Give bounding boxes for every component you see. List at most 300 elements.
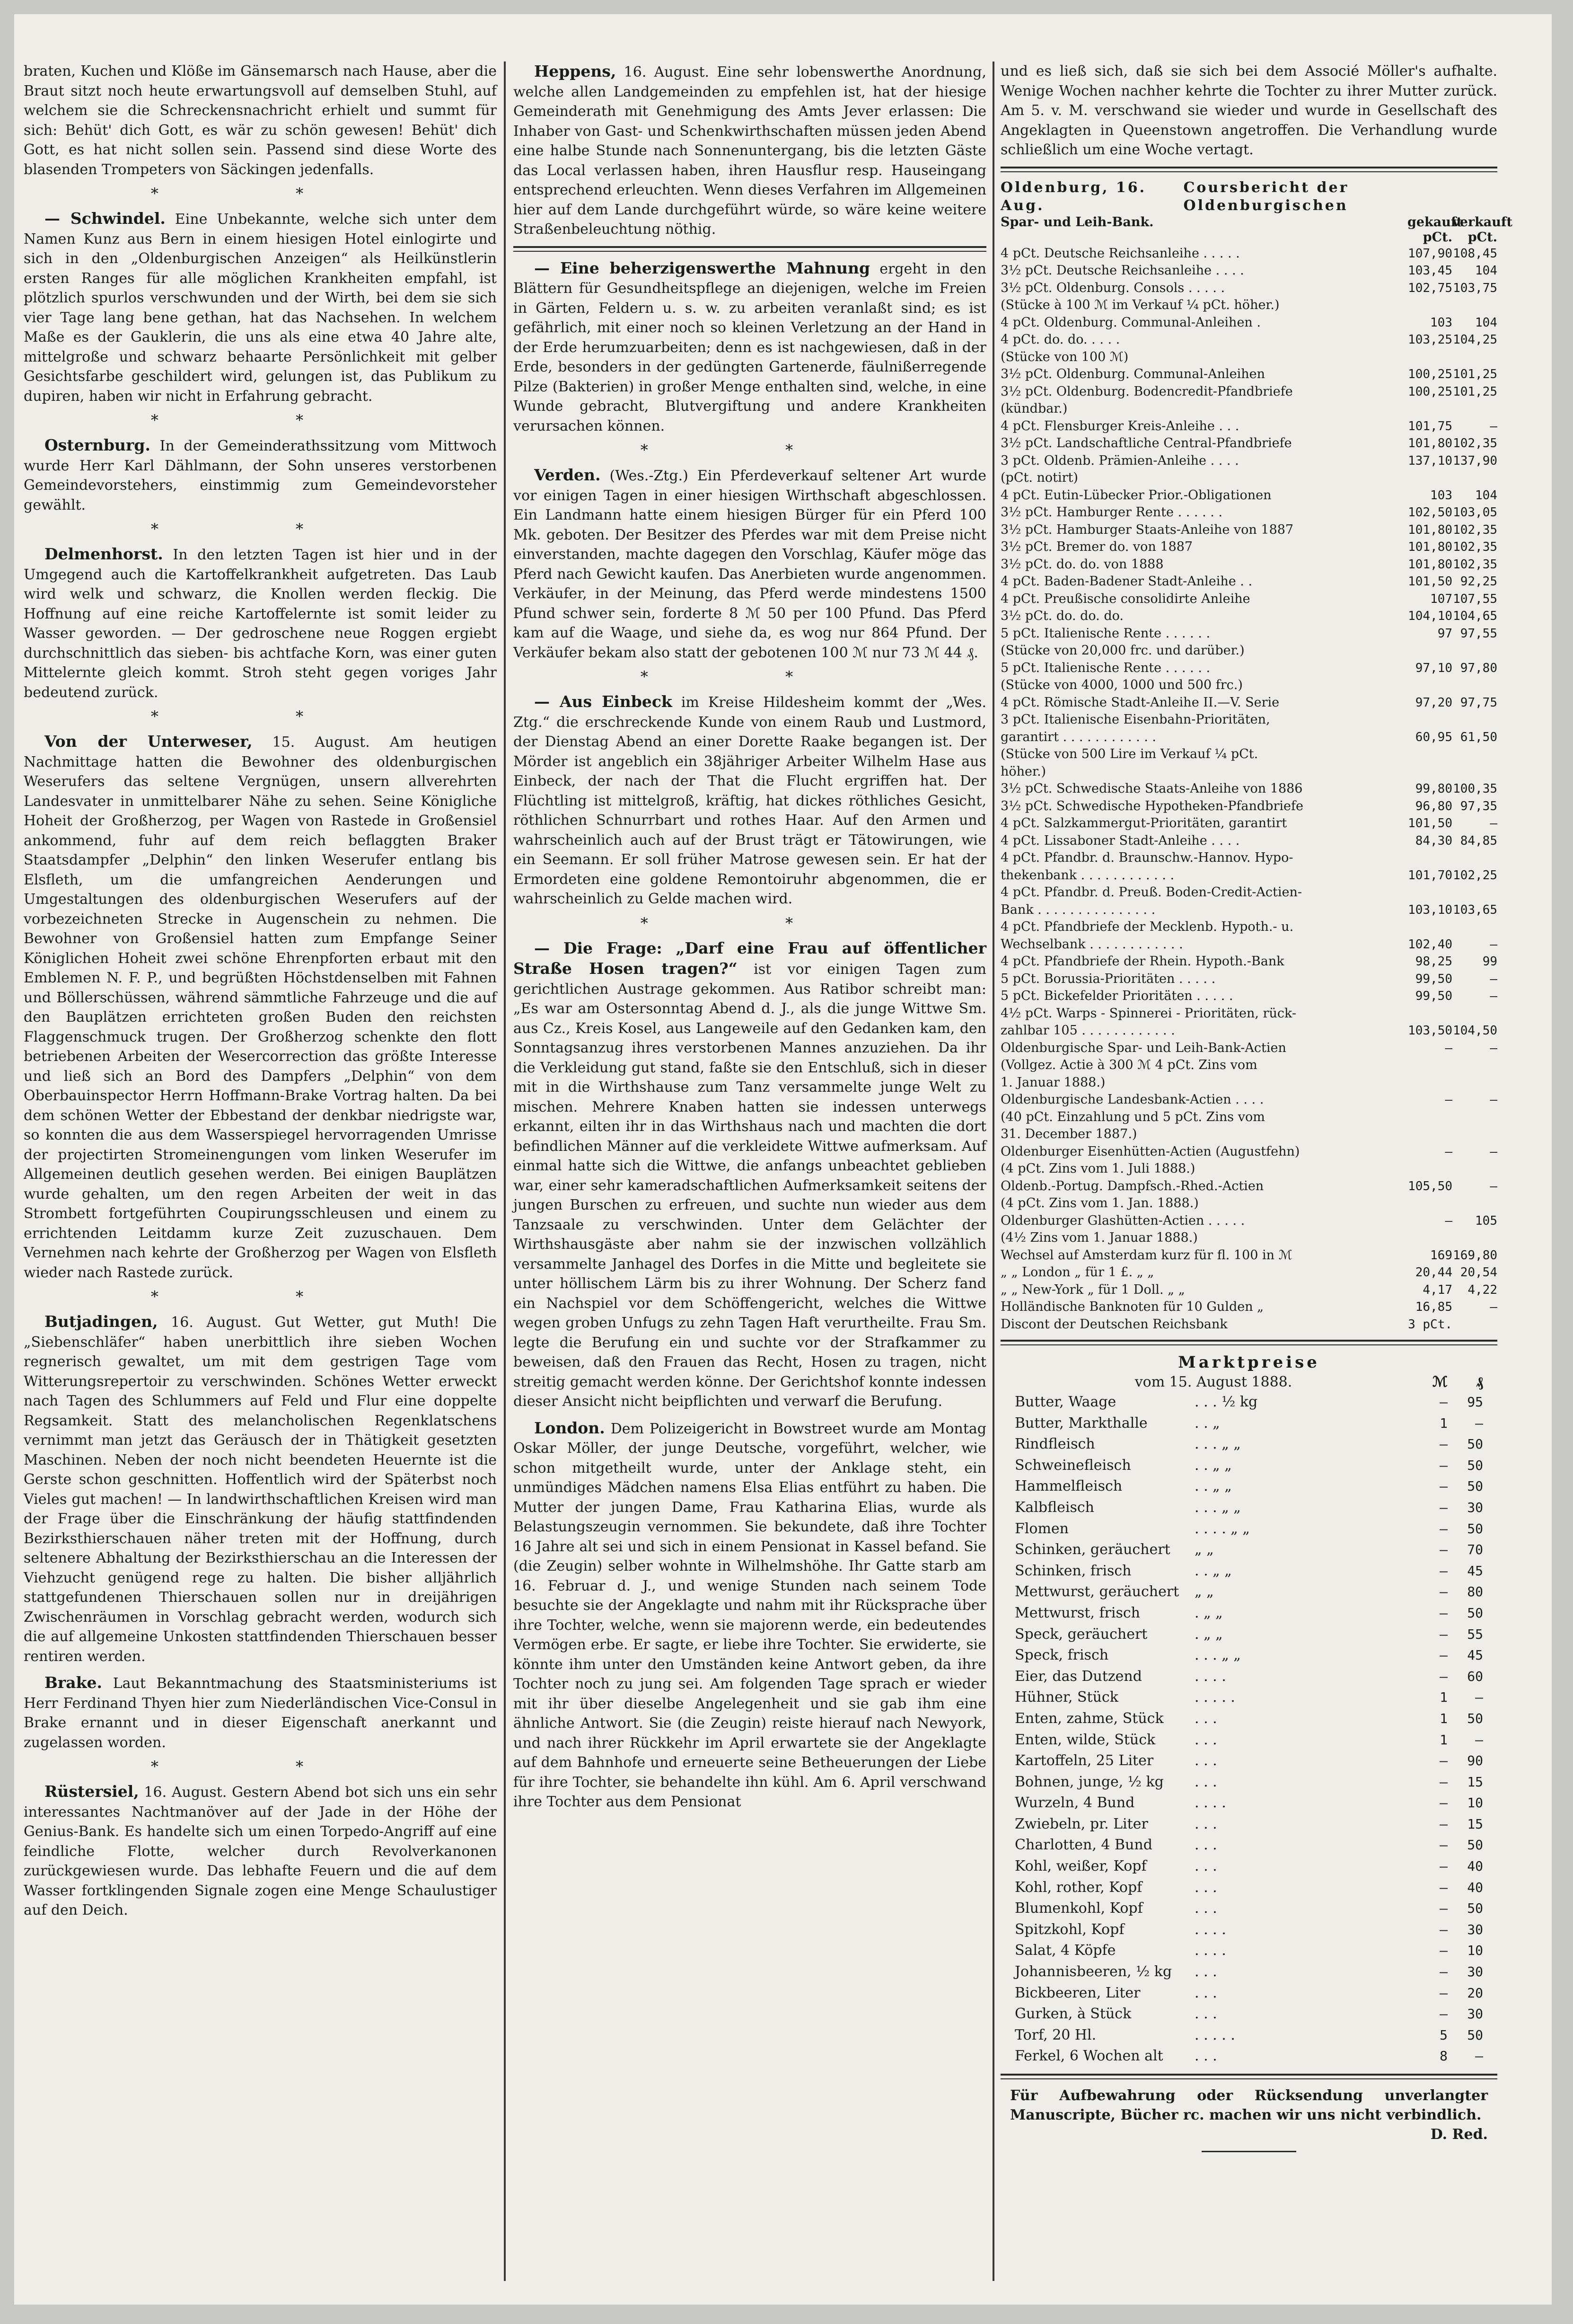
exchange-buy-value: 103 bbox=[1430, 488, 1452, 503]
article-heading: — Eine beherzigenswerthe Mahnung bbox=[534, 258, 870, 277]
article-schwindel bbox=[24, 209, 497, 406]
exchange-buy-value: — bbox=[1445, 1144, 1452, 1159]
market-item-quantity: . . . ½ kg bbox=[1195, 1394, 1258, 1410]
market-item-name: Enten, zahme, Stück bbox=[1015, 1710, 1164, 1727]
article-osternburg bbox=[24, 435, 497, 515]
market-row bbox=[1015, 1730, 1483, 1751]
market-row bbox=[1015, 1687, 1483, 1708]
exchange-buy-value: 100,25 bbox=[1408, 367, 1452, 381]
exchange-buy-value: 104,10 bbox=[1408, 609, 1452, 623]
market-item-quantity: . . . . . bbox=[1195, 2026, 1235, 2043]
exchange-row bbox=[1001, 349, 1497, 366]
exchange-row bbox=[1001, 660, 1497, 677]
market-item-quantity: . . . bbox=[1195, 1837, 1217, 1854]
market-rows bbox=[1015, 1392, 1483, 2067]
market-price-pfennig: 30 bbox=[1467, 2006, 1483, 2022]
exchange-security-name: „ „ New-York „ für 1 Doll. „ „ bbox=[1001, 1282, 1185, 1297]
market-price-mark: 1 bbox=[1440, 1415, 1448, 1431]
market-price-mark: 1 bbox=[1440, 1689, 1448, 1705]
market-item-name: Wurzeln, 4 Bund bbox=[1015, 1794, 1135, 1811]
article-text: Eine Unbekannte, welche sich unter dem Namen Kunz aus Bern in einem hiesigen Hotel einlogirte und sich in den „Oldenburgischen Anzeigen“ als Heilkünstlerin ersten Ranges für alle möglichen Krankheiten empfahl, ist plötzlich spurlos verschwunden und der Wirth, bei dem sie sich vier Tage lang bene gethan, hat das Nachsehen. In welchem Maße es der Gauklerin, die uns als eine etwa 40 Jahre alte, mittelgroße und schwarz behaarte Persönlichkeit mit gelber Gesichtsfarbe geschildert wird, gelungen ist, das Publikum zu dupiren, haben wir nicht in Erfahrung gebracht. bbox=[24, 211, 497, 405]
exchange-security-name: 4 pCt. Oldenburg. Communal-Anleihen . bbox=[1001, 315, 1261, 330]
market-row bbox=[1015, 1497, 1483, 1519]
exchange-row bbox=[1001, 539, 1497, 556]
article-heading: Butjadingen, bbox=[44, 1312, 158, 1331]
market-price-mark: — bbox=[1440, 1436, 1448, 1452]
market-item-name: Kartoffeln, 25 Liter bbox=[1015, 1752, 1154, 1769]
exchange-buy-value bbox=[1407, 642, 1452, 660]
exchange-buy-value: 105,50 bbox=[1408, 1179, 1452, 1193]
separator-stars: * * bbox=[150, 520, 370, 538]
exchange-sell-value bbox=[1452, 1074, 1497, 1092]
exchange-sell-value: 97,35 bbox=[1460, 799, 1497, 813]
exchange-buy-value bbox=[1407, 1195, 1452, 1212]
exchange-security-name: (pCt. notirt) bbox=[1001, 470, 1078, 485]
exchange-sell-value: 100,35 bbox=[1453, 782, 1497, 796]
exchange-security-name: (Stücke von 100 ℳ) bbox=[1001, 349, 1129, 364]
market-item-quantity: . . . . . bbox=[1195, 1689, 1235, 1706]
exchange-buy-value bbox=[1407, 1126, 1452, 1143]
exchange-security-name: 5 pCt. Borussia-Prioritäten . . . . . bbox=[1001, 971, 1216, 986]
exchange-buy-value: 101,50 bbox=[1408, 816, 1452, 831]
article-text: im Kreise Hildesheim kommt der „Wes. Ztg.“ die erschreckende Kunde von einem Raub und Lustmord, der Dienstag Abend an einer Dorette Raake begangen ist. Der Mörder ist angeblich ein 38jähriger Arbeiter Wilhelm Hase aus Einbeck, der nach der That die Flucht ergriffen hat. Der Flüchtling ist mittelgroß, kräftig, hat dickes röthliches Gesicht, röthlichen Schnurrbart und rothes Haar. Auf den Armen und wahrscheinlich auch auf der Brust trägt er Tätowirungen, wie ein Seemann. Er soll früher Matrose gewesen sein. Er hat der Ermordeten eine goldene Remontoiruhr abgenommen, die er wahrscheinlich zu Gelde machen wird. bbox=[513, 694, 986, 907]
exchange-sell-value: 4,22 bbox=[1468, 1282, 1497, 1297]
exchange-sell-value: 104 bbox=[1475, 264, 1497, 278]
exchange-row bbox=[1001, 591, 1497, 608]
article-einbeck bbox=[513, 692, 986, 909]
double-rule bbox=[1001, 1340, 1497, 1345]
exchange-sell-value: 104,50 bbox=[1453, 1024, 1497, 1038]
market-item-quantity: . . . . „ „ bbox=[1195, 1520, 1250, 1537]
market-item-name: Enten, wilde, Stück bbox=[1015, 1731, 1156, 1748]
exchange-sell-value: — bbox=[1490, 1041, 1497, 1055]
market-price-pfennig: 40 bbox=[1467, 1879, 1483, 1895]
exchange-buy-value: 100,25 bbox=[1408, 384, 1452, 399]
market-price-pfennig: 50 bbox=[1467, 1520, 1483, 1537]
exchange-row bbox=[1001, 953, 1497, 971]
market-item-quantity: . „ „ bbox=[1195, 1604, 1223, 1621]
market-item-name: Kohl, weißer, Kopf bbox=[1015, 1858, 1147, 1875]
exchange-sell-value: — bbox=[1490, 1093, 1497, 1107]
exchange-security-name: (4 pCt. Zins vom 1. Jan. 1888.) bbox=[1001, 1196, 1199, 1211]
exchange-row bbox=[1001, 262, 1497, 280]
column-3 bbox=[1001, 62, 1513, 2281]
market-row bbox=[1015, 2046, 1483, 2067]
exchange-row bbox=[1001, 1074, 1497, 1092]
article-text: 15. August. Am heutigen Nachmittage hatten die Bewohner des oldenburgischen Weserufers das seltene Vergnügen, unsern allverehrten Landesvater in unmittelbarer Nähe zu sehen. Seine Königliche Hoheit der Großherzog, per Wagen von Rastede in Großensiel ankommend, fuhr auf dem reich beflaggten Braker Staatsdampfer „Delphin“ den linken Weserufer entlang bis Elsfleth, um die umfangreichen Aenderungen und Umgestaltungen des oldenburgischen Weserufers auf der vorbezeichneten Strecke in Augenschein zu nehmen. Die Bewohner von Großensiel hatten zum Empfange Seiner Königlichen Hoheit zwei schöne Ehrenpforten erbaut mit den Emblemen N. F. P., und begrüßten Höchstdenselben mit Fahnen und Böllerschüssen, während sämmtliche Fahrzeuge und die auf den Bauplätzen errichteten großen Buden den reichsten Flaggenschmuck trugen. Der Großherzog schenkte den flott betriebenen Arbeiten der Wesercorrection das größte Interesse und ließ sich an Bord des Dampfers „Delphin“ von dem Oberbauinspector Herrn Hoffmann-Brake Vortrag halten. Da bei dem schönen Wetter der Ebbestand der denkbar niedrigste war, so konnten die aus dem Wasserspiegel hervorragenden Umrisse der projectirten Stromeinengungen vom linken Weserufer im Allgemeinen deutlich gesehen werden. Bei einigen Bauplätzen wurde gehalten, um den regen Arbeiten der weit in das Strombett fortgeführten Coupirungsschleusen und einem zu errichtenden Leitdamm kurze Zeit zuzuschauen. Dem Vernehmen nach kehrte der Großherzog per Wagen von Elsfleth wieder nach Rastede zurück. bbox=[24, 734, 497, 1281]
exchange-row bbox=[1001, 1091, 1497, 1109]
exchange-sell-value bbox=[1452, 1160, 1497, 1178]
exchange-security-name: Oldenb.-Portug. Dampfsch.-Rhed.-Actien bbox=[1001, 1178, 1264, 1193]
market-price-mark: — bbox=[1440, 1858, 1448, 1874]
market-price-pfennig: 30 bbox=[1467, 1921, 1483, 1937]
market-price-mark: — bbox=[1440, 2006, 1448, 2022]
exchange-security-name: 3½ pCt. Landschaftliche Central-Pfandbriefe bbox=[1001, 436, 1292, 451]
market-unit-mark: ℳ bbox=[1432, 1374, 1448, 1390]
exchange-sell-value: 92,25 bbox=[1460, 574, 1497, 589]
market-prices bbox=[1001, 1352, 1497, 2067]
exchange-sell-value bbox=[1452, 469, 1497, 487]
market-item-name: Flomen bbox=[1015, 1520, 1069, 1537]
exchange-buy-value bbox=[1407, 349, 1452, 366]
market-price-pfennig: 50 bbox=[1467, 1710, 1483, 1726]
exchange-buy-value: 101,75 bbox=[1408, 419, 1452, 433]
market-price-pfennig: 70 bbox=[1467, 1542, 1483, 1558]
market-price-mark: — bbox=[1440, 1921, 1448, 1937]
exchange-security-name: 4 pCt. Baden-Badener Stadt-Anleihe . . bbox=[1001, 574, 1253, 589]
exchange-security-name: 4 pCt. Salzkammergut-Prioritäten, garantirt bbox=[1001, 816, 1287, 831]
exchange-row bbox=[1001, 245, 1497, 263]
exchange-row bbox=[1001, 763, 1497, 781]
market-subtitle-row bbox=[1015, 1373, 1483, 1392]
market-row bbox=[1015, 1856, 1483, 1877]
exchange-buy-value: 98,25 bbox=[1415, 954, 1452, 969]
separator-stars: * * bbox=[640, 668, 860, 686]
article-heading: Brake. bbox=[44, 1673, 103, 1692]
market-row bbox=[1015, 1392, 1483, 1413]
exchange-row bbox=[1001, 988, 1497, 1005]
market-row bbox=[1015, 1750, 1483, 1772]
exchange-row bbox=[1001, 936, 1497, 954]
exchange-sell-value: — bbox=[1490, 1300, 1497, 1314]
exchange-security-name: 4 pCt. do. do. . . . . bbox=[1001, 332, 1120, 347]
exchange-security-name: (Vollgez. Actie à 300 ℳ 4 pCt. Zins vom bbox=[1001, 1058, 1257, 1072]
market-item-quantity: . . . bbox=[1195, 1900, 1217, 1917]
exchange-buy-value bbox=[1407, 1109, 1452, 1126]
exchange-security-name: 3½ pCt. do. do. do. bbox=[1001, 609, 1124, 623]
exchange-sell-value: 102,35 bbox=[1453, 436, 1497, 451]
exchange-row bbox=[1001, 1022, 1497, 1040]
exchange-security-name: 4 pCt. Pfandbriefe der Mecklenb. Hypoth.- u. bbox=[1001, 919, 1294, 934]
exchange-security-name: 3½ pCt. Hamburger Rente . . . . . . bbox=[1001, 505, 1222, 520]
exchange-buy-value: 102,50 bbox=[1408, 505, 1452, 520]
separator-stars: * * bbox=[150, 411, 370, 429]
market-item-quantity: . . . . bbox=[1195, 1942, 1226, 1959]
market-price-pfennig: 60 bbox=[1467, 1668, 1483, 1684]
market-item-name: Ferkel, 6 Wochen alt bbox=[1015, 2048, 1163, 2065]
exchange-security-name: 4 pCt. Pfandbriefe der Rhein. Hypoth.-Bank bbox=[1001, 954, 1284, 969]
exchange-row bbox=[1001, 746, 1497, 763]
exchange-buy-value: 137,10 bbox=[1408, 453, 1452, 468]
exchange-header-units bbox=[1001, 230, 1497, 245]
exchange-sell-value: 107,55 bbox=[1453, 592, 1497, 606]
editorial-signature: D. Red. bbox=[1430, 2126, 1488, 2143]
market-price-mark: — bbox=[1440, 1795, 1448, 1811]
market-row bbox=[1015, 1666, 1483, 1688]
exchange-sell-value bbox=[1452, 297, 1497, 314]
market-unit-pfennig: ₰ bbox=[1476, 1374, 1483, 1390]
exchange-sell-value bbox=[1452, 849, 1497, 867]
exchange-security-name: 3½ pCt. do. do. von 1888 bbox=[1001, 557, 1164, 572]
market-item-name: Speck, frisch bbox=[1015, 1647, 1109, 1664]
market-price-pfennig: 20 bbox=[1467, 1985, 1483, 2001]
market-price-pfennig: — bbox=[1475, 1689, 1483, 1705]
exchange-security-name: 4½ pCt. Warps - Spinnerei - Prioritäten, rück- bbox=[1001, 1006, 1296, 1021]
market-item-name: Johannisbeeren, ½ kg bbox=[1015, 1963, 1172, 1980]
exchange-security-name: 5 pCt. Italienische Rente . . . . . . bbox=[1001, 660, 1211, 675]
market-row bbox=[1015, 1539, 1483, 1561]
exchange-buy-value: 101,80 bbox=[1408, 557, 1452, 572]
exchange-sell-value bbox=[1452, 884, 1497, 901]
exchange-sell-value bbox=[1452, 1005, 1497, 1023]
exchange-row bbox=[1001, 711, 1497, 729]
market-price-pfennig: 15 bbox=[1467, 1816, 1483, 1832]
exchange-row bbox=[1001, 1264, 1497, 1281]
exchange-buy-value: — bbox=[1445, 1093, 1452, 1107]
exchange-buy-value: 102,75 bbox=[1408, 281, 1452, 295]
market-price-mark: — bbox=[1440, 1499, 1448, 1515]
exchange-row bbox=[1001, 884, 1497, 901]
exchange-buy-value bbox=[1407, 677, 1452, 694]
market-price-mark: — bbox=[1440, 1753, 1448, 1769]
exchange-sell-value: — bbox=[1490, 419, 1497, 433]
exchange-row bbox=[1001, 849, 1497, 867]
market-item-quantity: . . . bbox=[1195, 1879, 1217, 1896]
exchange-sell-value: 104,25 bbox=[1453, 333, 1497, 347]
market-price-mark: — bbox=[1440, 1943, 1448, 1959]
market-item-name: Zwiebeln, pr. Liter bbox=[1015, 1815, 1148, 1832]
article-intro bbox=[24, 62, 497, 179]
market-price-pfennig: 80 bbox=[1467, 1584, 1483, 1600]
exchange-sell-value: — bbox=[1490, 972, 1497, 986]
article-brake bbox=[24, 1673, 497, 1752]
exchange-rows bbox=[1001, 245, 1497, 1334]
exchange-row bbox=[1001, 331, 1497, 349]
market-price-mark: — bbox=[1440, 1816, 1448, 1832]
exchange-security-name: Oldenburger Glashütten-Actien . . . . . bbox=[1001, 1213, 1245, 1228]
article-heading: — Schwindel. bbox=[44, 209, 166, 228]
exchange-security-name: 3½ pCt. Hamburger Staats-Anleihe von 1887 bbox=[1001, 522, 1294, 537]
exchange-row bbox=[1001, 1057, 1497, 1074]
exchange-security-name: (Stücke von 4000, 1000 und 500 frc.) bbox=[1001, 678, 1243, 692]
article-text: braten, Kuchen und Klöße im Gänsemarsch nach Hause, aber die Braut sitzt noch heute erwartungsvoll auf demselben Stuhl, auf welchem sie die Schreckensnachricht erhielt und summt für sich: Behüt' dich Gott, es wär zu schön gewesen! Behüt' dich Gott, es hat nicht sollen sein. Passend sind diese Worte des blasenden Trompeters von Säckingen jedenfalls. bbox=[24, 63, 497, 178]
market-price-pfennig: 50 bbox=[1467, 1478, 1483, 1494]
exchange-buy-value: 97 bbox=[1437, 626, 1452, 641]
exchange-security-name: zahlbar 105 . . . . . . . . . . . . bbox=[1001, 1023, 1175, 1038]
market-item-quantity: . . . bbox=[1195, 1752, 1217, 1769]
exchange-row bbox=[1001, 919, 1497, 936]
market-item-name: Butter, Markthalle bbox=[1015, 1414, 1148, 1432]
market-item-quantity: . . . bbox=[1195, 1963, 1217, 1980]
market-row bbox=[1015, 1413, 1483, 1434]
exchange-row bbox=[1001, 504, 1497, 521]
market-row bbox=[1015, 1940, 1483, 1962]
market-price-pfennig: 50 bbox=[1467, 1605, 1483, 1621]
market-price-mark: — bbox=[1440, 1457, 1448, 1473]
market-price-mark: — bbox=[1440, 1520, 1448, 1537]
market-price-pfennig: 40 bbox=[1467, 1858, 1483, 1874]
market-row bbox=[1015, 1877, 1483, 1899]
short-rule bbox=[1202, 2151, 1296, 2152]
exchange-sell-value: 108,45 bbox=[1453, 246, 1497, 261]
exchange-sell-value: 102,35 bbox=[1453, 540, 1497, 554]
editorial-note bbox=[1001, 2086, 1497, 2144]
exchange-buy-value: 97,20 bbox=[1415, 695, 1452, 710]
exchange-sell-value: 102,25 bbox=[1453, 868, 1497, 883]
market-item-quantity: . . . . bbox=[1195, 1668, 1226, 1685]
exchange-title-left: Oldenburg, 16. Aug. bbox=[1001, 179, 1147, 214]
exchange-buy-value: 99,80 bbox=[1415, 782, 1452, 796]
exchange-security-name: 3½ pCt. Deutsche Reichsanleihe . . . . bbox=[1001, 263, 1244, 278]
exchange-unit-buy: pCt. bbox=[1423, 230, 1452, 245]
article-unterweser bbox=[24, 732, 497, 1282]
article-ruestersiel bbox=[24, 1782, 497, 1920]
exchange-sell-value: — bbox=[1490, 989, 1497, 1003]
article-text: 16. August. Gestern Abend bot sich uns ein sehr interessantes Nachtmanöver auf der Jade in der Höhe der Genius-Bank. Es handelte sich um einen Torpedo-Angriff auf eine feindliche Flotte, welcher durch Revolverkanonen zurückgewiesen wurde. Das lebhafte Feuern und die auf dem Wasser fortklingenden Signale zogen eine Menge Schaulustiger auf den Deich. bbox=[24, 1784, 497, 1918]
article-heading: — Aus Einbeck bbox=[534, 692, 672, 711]
market-item-name: Charlotten, 4 Bund bbox=[1015, 1837, 1152, 1854]
exchange-security-name: 3½ pCt. Schwedische Staats-Anleihe von 1886 bbox=[1001, 781, 1303, 796]
market-item-name: Bohnen, junge, ½ kg bbox=[1015, 1773, 1164, 1790]
exchange-header bbox=[1001, 214, 1513, 230]
exchange-row bbox=[1001, 1229, 1497, 1247]
market-item-name: Kalbfleisch bbox=[1015, 1499, 1094, 1516]
exchange-buy-value bbox=[1407, 1057, 1452, 1074]
market-item-name: Torf, 20 Hl. bbox=[1015, 2026, 1097, 2043]
exchange-sell-value: 61,50 bbox=[1460, 730, 1497, 744]
exchange-security-name: höher.) bbox=[1001, 764, 1046, 779]
exchange-security-name: 5 pCt. Italienische Rente . . . . . . bbox=[1001, 626, 1211, 641]
market-row bbox=[1015, 1603, 1483, 1624]
exchange-security-name: (4 pCt. Zins vom 1. Juli 1888.) bbox=[1001, 1161, 1195, 1176]
market-item-name: Spitzkohl, Kopf bbox=[1015, 1921, 1125, 1938]
market-item-name: Schweinefleisch bbox=[1015, 1457, 1131, 1474]
exchange-sell-value: 84,85 bbox=[1460, 833, 1497, 848]
market-item-quantity: . . . bbox=[1195, 1731, 1217, 1748]
exchange-row bbox=[1001, 1160, 1497, 1178]
exchange-buy-value: 99,50 bbox=[1415, 972, 1452, 986]
market-price-mark: — bbox=[1440, 1837, 1448, 1853]
market-row bbox=[1015, 2004, 1483, 2025]
market-price-pfennig: 30 bbox=[1467, 1499, 1483, 1515]
article-text: und es ließ sich, daß sie sich bei dem Associé Möller's aufhalte. Wenige Wochen nachher kehrte die Tochter zu ihrer Mutter zurück. Am 5. v. M. verschwand sie wieder und wurde in Gesellschaft des Angeklagten in Queenstown angetroffen. Die Verhandlung wurde schließlich um eine Woche vertagt. bbox=[1001, 63, 1497, 158]
exchange-security-name: 4 pCt. Pfandbr. d. Braunschw.-Hannov. Hypo- bbox=[1001, 850, 1293, 865]
market-item-name: Rindfleisch bbox=[1015, 1436, 1095, 1453]
separator-stars: * * bbox=[150, 185, 370, 203]
exchange-sell-value: 104,65 bbox=[1453, 609, 1497, 623]
exchange-sell-value bbox=[1452, 349, 1497, 366]
column-divider bbox=[993, 62, 994, 2281]
exchange-sell-value: 103,65 bbox=[1453, 902, 1497, 917]
market-item-quantity: . . „ bbox=[1195, 1414, 1220, 1432]
article-mahnung bbox=[513, 258, 986, 436]
exchange-row bbox=[1001, 867, 1497, 884]
exchange-sell-value bbox=[1452, 1195, 1497, 1212]
exchange-row bbox=[1001, 400, 1497, 418]
market-item-quantity: . . . bbox=[1195, 1815, 1217, 1832]
exchange-row bbox=[1001, 1316, 1497, 1334]
article-heading: Delmenhorst. bbox=[44, 545, 163, 563]
exchange-row bbox=[1001, 1040, 1497, 1057]
exchange-sell-value: 97,80 bbox=[1460, 661, 1497, 675]
exchange-buy-value: 101,80 bbox=[1408, 540, 1452, 554]
exchange-sell-value: 105 bbox=[1475, 1213, 1497, 1228]
exchange-security-name: (Stücke à 100 ℳ im Verkauf ¼ pCt. höher.) bbox=[1001, 298, 1280, 312]
article-text: ergeht in den Blättern für Gesundheitspflege an diejenigen, welche im Freien in Gärten, Feldern u. s. w. zu arbeiten veranlaßt sind; es ist gefährlich, mit einer noch so kleinen Verletzung an der Hand in der Erde herumzuarbeiten; denn es ist nachgewiesen, daß in der Erde, besonders in der gedüngten Gartenerde, fäulnißerregende Pilze (Bakterien) in großer Menge enthalten sind, welche, in eine Wunde gebracht, Blutvergiftung und andere Krankheiten verursachen können. bbox=[513, 260, 987, 434]
exchange-buy-value: — bbox=[1445, 1041, 1452, 1055]
exchange-security-name: Discont der Deutschen Reichsbank bbox=[1001, 1317, 1228, 1332]
market-item-name: Mettwurst, frisch bbox=[1015, 1604, 1141, 1621]
exchange-row bbox=[1001, 832, 1497, 850]
exchange-buy-value bbox=[1407, 297, 1452, 314]
market-row bbox=[1015, 1898, 1483, 1919]
article-heading: Verden. bbox=[534, 466, 601, 484]
exchange-sell-value bbox=[1452, 400, 1497, 418]
exchange-buy-value: 4,17 bbox=[1423, 1282, 1452, 1297]
double-rule bbox=[1001, 167, 1497, 172]
exchange-security-name: Holländische Banknoten für 10 Gulden „ bbox=[1001, 1299, 1264, 1314]
exchange-row bbox=[1001, 556, 1497, 574]
exchange-row bbox=[1001, 1281, 1497, 1299]
exchange-sell-value: — bbox=[1490, 816, 1497, 831]
exchange-security-name: (kündbar.) bbox=[1001, 401, 1068, 416]
exchange-sell-value bbox=[1452, 1316, 1497, 1334]
column-divider bbox=[504, 62, 506, 2281]
exchange-buy-value: 101,70 bbox=[1408, 868, 1452, 883]
exchange-row bbox=[1001, 815, 1497, 832]
market-price-mark: — bbox=[1440, 1900, 1448, 1917]
separator-stars: * * bbox=[150, 1758, 370, 1776]
exchange-sell-value bbox=[1452, 919, 1497, 936]
exchange-buy-value bbox=[1407, 711, 1452, 729]
exchange-security-name: 3 pCt. Italienische Eisenbahn-Prioritäten, bbox=[1001, 712, 1270, 727]
market-row bbox=[1015, 1962, 1483, 1983]
exchange-security-name: 3 pCt. Oldenb. Prämien-Anleihe . . . . bbox=[1001, 453, 1239, 468]
exchange-header-sell: verkauft bbox=[1452, 214, 1513, 230]
exchange-security-name: Oldenburger Eisenhütten-Actien (Augustfehn) bbox=[1001, 1144, 1300, 1159]
article-heading: London. bbox=[534, 1418, 605, 1437]
market-item-name: Eier, das Dutzend bbox=[1015, 1668, 1142, 1685]
exchange-buy-value bbox=[1407, 919, 1452, 936]
exchange-sell-value: 99 bbox=[1482, 954, 1497, 969]
exchange-security-name: 1. Januar 1888.) bbox=[1001, 1075, 1106, 1090]
market-item-name: Gurken, à Stück bbox=[1015, 2006, 1132, 2023]
exchange-security-name: 4 pCt. Pfandbr. d. Preuß. Boden-Credit-Actien- bbox=[1001, 885, 1302, 900]
market-row bbox=[1015, 1708, 1483, 1730]
exchange-sell-value: — bbox=[1490, 1179, 1497, 1193]
exchange-security-name: 3½ pCt. Oldenburg. Communal-Anleihen bbox=[1001, 367, 1265, 381]
market-price-mark: — bbox=[1440, 1774, 1448, 1790]
market-price-pfennig: 10 bbox=[1467, 1795, 1483, 1811]
exchange-security-name: „ „ London „ für 1 £. „ „ bbox=[1001, 1265, 1154, 1280]
separator-stars: * * bbox=[150, 1288, 370, 1306]
market-price-pfennig: — bbox=[1475, 1415, 1483, 1431]
exchange-security-name: 5 pCt. Bickefelder Prioritäten . . . . . bbox=[1001, 989, 1233, 1003]
exchange-sell-value: 103,05 bbox=[1453, 505, 1497, 520]
market-item-quantity: . . . bbox=[1195, 1710, 1217, 1727]
market-price-mark: 1 bbox=[1440, 1732, 1448, 1748]
market-item-name: Speck, geräuchert bbox=[1015, 1626, 1148, 1643]
market-item-quantity: . . . „ „ bbox=[1195, 1436, 1241, 1453]
market-price-pfennig: 45 bbox=[1467, 1647, 1483, 1663]
exchange-security-name: (Stücke von 500 Lire im Verkauf ¼ pCt. bbox=[1001, 747, 1258, 761]
exchange-row bbox=[1001, 297, 1497, 314]
market-price-mark: — bbox=[1440, 1394, 1448, 1410]
article-heading: Von der Unterweser, bbox=[44, 732, 253, 751]
article-london-continued bbox=[1001, 62, 1497, 160]
exchange-sell-value: 97,75 bbox=[1460, 695, 1497, 710]
market-price-pfennig: 95 bbox=[1467, 1394, 1483, 1410]
market-row bbox=[1015, 1455, 1483, 1476]
exchange-buy-value bbox=[1407, 1160, 1452, 1178]
exchange-sell-value: 137,90 bbox=[1453, 453, 1497, 468]
exchange-security-name: Wechsel auf Amsterdam kurz für fl. 100 in ℳ bbox=[1001, 1247, 1292, 1263]
article-text: In der Gemeinderathssitzung vom Mittwoch wurde Herr Karl Dählmann, der Sohn unseres verstorbenen Gemeindevorstehers, einstimmig zum Gemeindevorsteher gewählt. bbox=[24, 438, 497, 513]
newspaper-page bbox=[14, 14, 1552, 2305]
market-price-mark: — bbox=[1440, 1668, 1448, 1684]
market-item-name: Blumenkohl, Kopf bbox=[1015, 1900, 1143, 1917]
exchange-sell-value bbox=[1452, 711, 1497, 729]
